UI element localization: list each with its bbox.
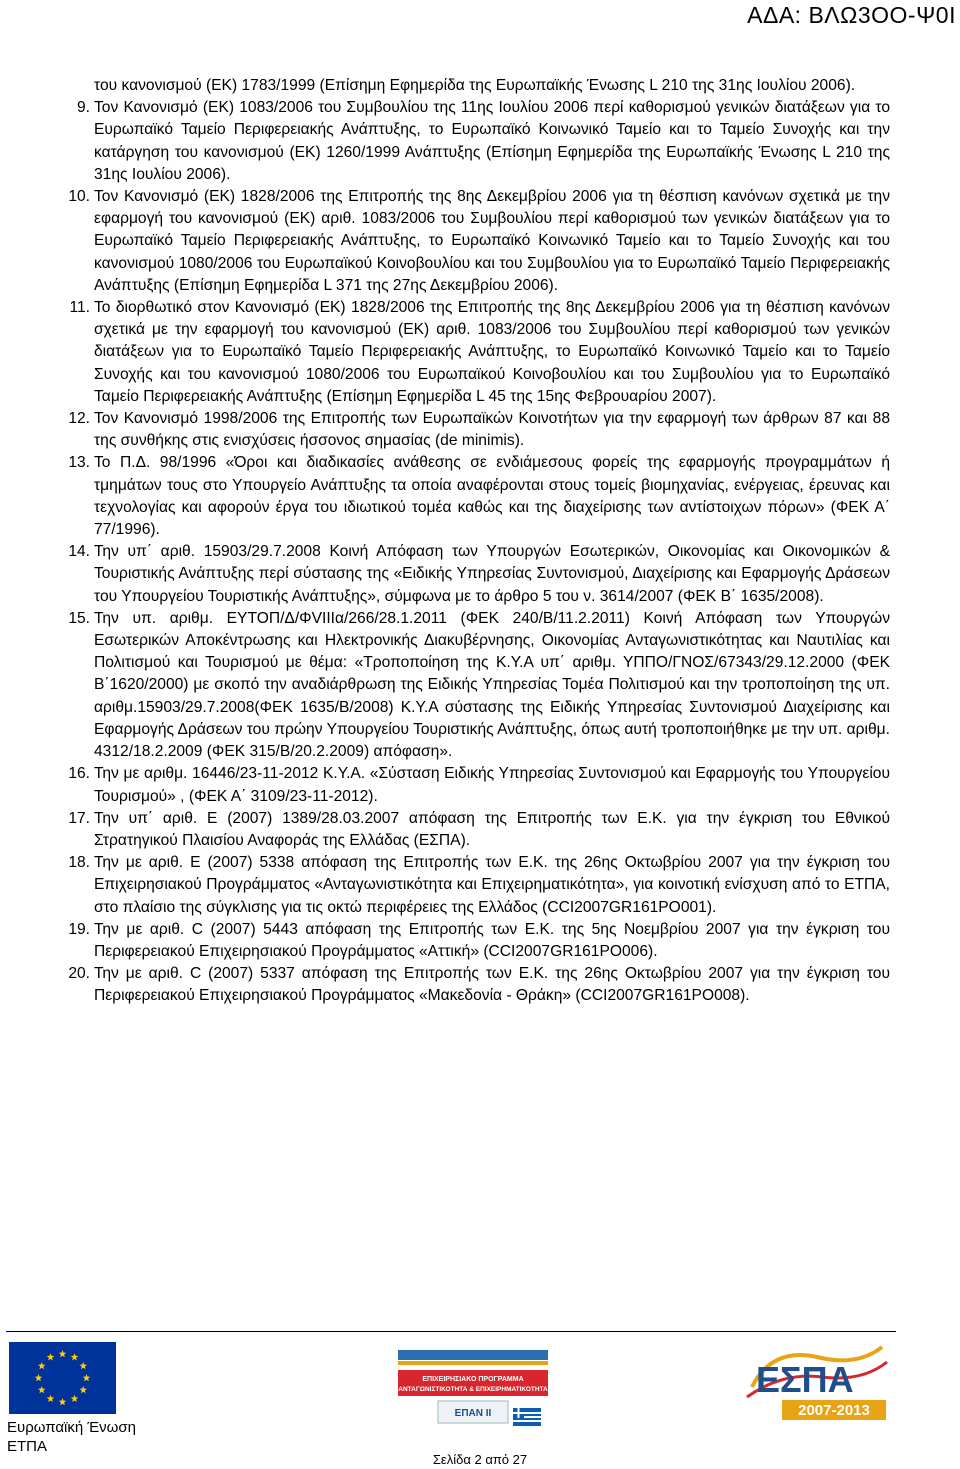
item-text: Την υπ΄ αριθ. 15903/29.7.2008 Κοινή Απόφαση των Υπουργών Εσωτερικών, Οικονομίας και Οικονομικών & Τουριστικής Ανάπτυξης περί σύστασης της «Ειδικής Υπηρεσίας Συντονισμού, Διαχείρισης και Εφαρμογής Δράσεων του Υπουργείου Τουριστικής Ανάπτυξης», σύμφωνα με το άρθρο 5 του ν. 3614/2007 (ΦΕΚ Β΄ 1635/2008). [94, 543, 890, 605]
item-text: Την με αριθ. C (2007) 5443 απόφαση της Επιτροπής των Ε.Κ. της 5ης Νοεμβρίου 2007 για την έγκριση του Περιφερειακού Επιχειρησιακού Προγράμματος «Αττική» (CCI2007GR161PO006). [94, 920, 890, 960]
item-text: Το διορθωτικό στον Κανονισμό (ΕΚ) 1828/2006 της Επιτροπής της 8ης Δεκεμβρίου 2006 για τη θέσπιση κανόνων σχετικά με την εφαρμογή του κανονισμού (ΕΚ) αριθ. 1083/2006 του Συμβουλίου περί καθορισμού των γενικών διατάξεων για το Ευρωπαϊκό Ταμείο Περιφερειακής Ανάπτυξης, το Ευρωπαϊκό Κοινωνικό Ταμείο και το Ταμείο Συνοχής και του κανονισμού 1080/2006 του Ευρωπαϊκού Κοινοβουλίου και του Συμβουλίου για το Ευρωπαϊκό Ταμείο Περιφερειακής Ανάπτυξης (Επίσημη Εφημερίδα L 45 της 15ης Φεβρουαρίου 2007). [94, 299, 890, 405]
epan-logo-mark: ΕΠΑΝ ΙΙ [454, 1408, 492, 1419]
list-item [56, 852, 890, 919]
item-number: 15. [68, 609, 90, 627]
item-text: Τον Κανονισμό (ΕΚ) 1828/2006 της Επιτροπής της 8ης Δεκεμβρίου 2006 για τη θέσπιση κανόνων σχετικά με την εφαρμογή του κανονισμού (ΕΚ) αριθ. 1083/2006 του Συμβουλίου περί καθορισμού των γενικών διατάξεων για το Ευρωπαϊκό Ταμείο Περιφερειακής Ανάπτυξης, το Ευρωπαϊκό Κοινωνικό Ταμείο και το Ταμείο Συνοχής και του κανονισμού 1080/2006 του Ευρωπαϊκού Κοινοβουλίου και του Συμβουλίου για το Ευρωπαϊκό Ταμείο Περιφερειακής Ανάπτυξης (Επίσημη Εφημερίδα L 371 της 27ης Δεκεμβρίου 2006). [94, 188, 890, 294]
list-item [56, 297, 890, 408]
item-text: Την με αριθ. C (2007) 5337 απόφαση της Επιτροπής των Ε.Κ. της 26ης Οκτωβρίου 2007 για την έγκριση του Περιφερειακού Επιχειρησιακού Προγράμματος «Μακεδονία - Θράκη» (CCI2007GR161PO008). [94, 965, 890, 1005]
page-number: Σελίδα 2 από 27 [432, 1452, 528, 1467]
list-item [56, 452, 890, 541]
item-text: Την υπ΄ αριθ. Ε (2007) 1389/28.03.2007 απόφαση της Επιτροπής των Ε.Κ. για την έγκριση του Εθνικού Στρατηγικού Πλαισίου Αναφοράς της Ελλάδας (ΕΣΠΑ). [94, 809, 890, 849]
eu-label-line2: ΕΤΠΑ [7, 1438, 48, 1455]
list-item [56, 541, 890, 608]
list-item [56, 919, 890, 963]
eu-label [7, 1418, 136, 1456]
item-number: 18. [68, 854, 90, 872]
item-number: 17. [68, 809, 90, 827]
eu-label-line1: Ευρωπαϊκή Ένωση [7, 1419, 136, 1436]
espa-logo-text: ΕΣΠΑ [756, 1359, 854, 1400]
epan-logo-title: ΕΠΙΧΕΙΡΗΣΙΑΚΟ ΠΡΟΓΡΑΜΜΑ [422, 1376, 524, 1383]
epan-program-logo [378, 1346, 573, 1438]
item-text: Την υπ. αριθμ. ΕΥΤΟΠ/Δ/ΦVIIIα/266/28.1.2011 (ΦΕΚ 240/Β/11.2.2011) Κοινή Απόφαση των Υπουργών Εσωτερικών Αποκέντρωσης και Ηλεκτρονικής Διακυβέρνησης, Οικονομίας Ανταγωνιστικότητας και Ναυτιλίας και Πολιτισμού και Τουρισμού με θέμα: «Τροποποίηση της Κ.Υ.Α υπ΄ αριθμ. ΥΠΠΟ/ΓΝΟΣ/67343/29.12.2000 (ΦΕΚ Β΄1620/2000) με σκοπό την αναδιάρθρωση της Ειδικής Υπηρεσίας Τομέα Πολιτισμού και την τροποποίηση της υπ. αριθμ.15903/29.7.2008(ΦΕΚ 1635/Β/2008) Κ.Υ.Α σύστασης της Ειδικής Υπηρεσίας Συντονισμού Διαχείρισης και Εφαρμογής Δράσεων του πρώην Υπουργείου Τουριστικής Ανάπτυξης, όπως αυτή τροποποιήθηκε με την υπ. αριθμ. 4312/18.2.2009 (ΦΕΚ 315/Β/20.2.2009) απόφαση». [94, 609, 890, 761]
item-number: 13. [68, 454, 90, 472]
legal-references-list [56, 97, 890, 1007]
list-item [56, 408, 890, 452]
item-number: 19. [68, 920, 90, 938]
espa-logo-years: 2007-2013 [798, 1402, 870, 1419]
list-item [56, 763, 890, 807]
footer-divider [6, 1331, 896, 1332]
list-item [56, 186, 890, 297]
item-number: 9. [76, 99, 90, 117]
item-number: 10. [68, 188, 90, 206]
item-number: 11. [69, 299, 90, 317]
list-item [56, 808, 890, 852]
item-number: 14. [68, 543, 90, 561]
item-text: Την με αριθ. Ε (2007) 5338 απόφαση της Επιτροπής των Ε.Κ. της 26ης Οκτωβρίου 2007 για την έγκριση του Επιχειρησιακού Προγράμματος «Ανταγωνιστικότητα και Επιχειρηματικότητα», για κοινοτική ενίσχυση από το ΕΤΠΑ, στο πλαίσιο της σύγκλισης για τις οκτώ περιφέρειες της Ελλάδος (CCI2007GR161PO001). [94, 854, 890, 916]
eu-flag-logo [9, 1342, 116, 1414]
item-number: 12. [68, 410, 90, 428]
item-text: Το Π.Δ. 98/1996 «Όροι και διαδικασίες ανάθεσης σε ενδιάμεσους φορείς της εφαρμογής προγραμμάτων ή τμημάτων τους στο Υπουργείο Ανάπτυξης τα οποία αναφέρονται στους τομείς βιομηχανίας, ενέργειας, έρευνας και τεχνολογίας και αφορούν έργα του ιδιωτικού τομέα καθώς και της διαχείρισης των αντίστοιχων πόρων» (ΦΕΚ Α΄ 77/1996). [94, 454, 890, 539]
ada-code: ΑΔΑ: ΒΛΩ3ΟΟ-Ψ0Ι [747, 2, 956, 28]
item-number: 20. [68, 965, 90, 983]
list-item [56, 97, 890, 186]
espa-logo [742, 1342, 889, 1424]
item-text: Την με αριθμ. 16446/23-11-2012 Κ.Υ.Α. «Σύσταση Ειδικής Υπηρεσίας Συντονισμού και Εφαρμογής του Υπουργείου Τουρισμού» , (ΦΕΚ Α΄ 3109/23-11-2012). [94, 765, 890, 805]
item-text: Τον Κανονισμό 1998/2006 της Επιτροπής των Ευρωπαϊκών Κοινοτήτων για την εφαρμογή των άρθρων 87 και 88 της συνθήκης στις ενισχύσεις ήσσονος σημασίας (de minimis). [94, 410, 890, 450]
item-number: 16. [68, 765, 90, 783]
epan-logo-subtitle: ΑΝΤΑΓΩΝΙΣΤΙΚΟΤΗΤΑ & ΕΠΙΧΕΙΡΗΜΑΤΙΚΟΤΗΤΑ [398, 1386, 548, 1393]
list-item [56, 963, 890, 1007]
document-body [56, 75, 890, 1008]
list-item [56, 608, 890, 763]
continuation-paragraph: του κανονισμού (ΕΚ) 1783/1999 (Επίσημη Εφημερίδα της Ευρωπαϊκής Ένωσης L 210 της 31ης Ιουλίου 2006). [94, 77, 856, 94]
item-text: Τον Κανονισμό (ΕΚ) 1083/2006 του Συμβουλίου της 11ης Ιουλίου 2006 περί καθορισμού γενικών διατάξεων για το Ευρωπαϊκό Ταμείο Περιφερειακής Ανάπτυξης, το Ευρωπαϊκό Κοινωνικό Ταμείο και το Ταμείο Συνοχής και την κατάργηση του κανονισμού (ΕΚ) 1260/1999 Ανάπτυξης (Επίσημη Εφημερίδα της Ευρωπαϊκής Ένωσης L 210 της 31ης Ιουλίου 2006). [94, 99, 890, 183]
